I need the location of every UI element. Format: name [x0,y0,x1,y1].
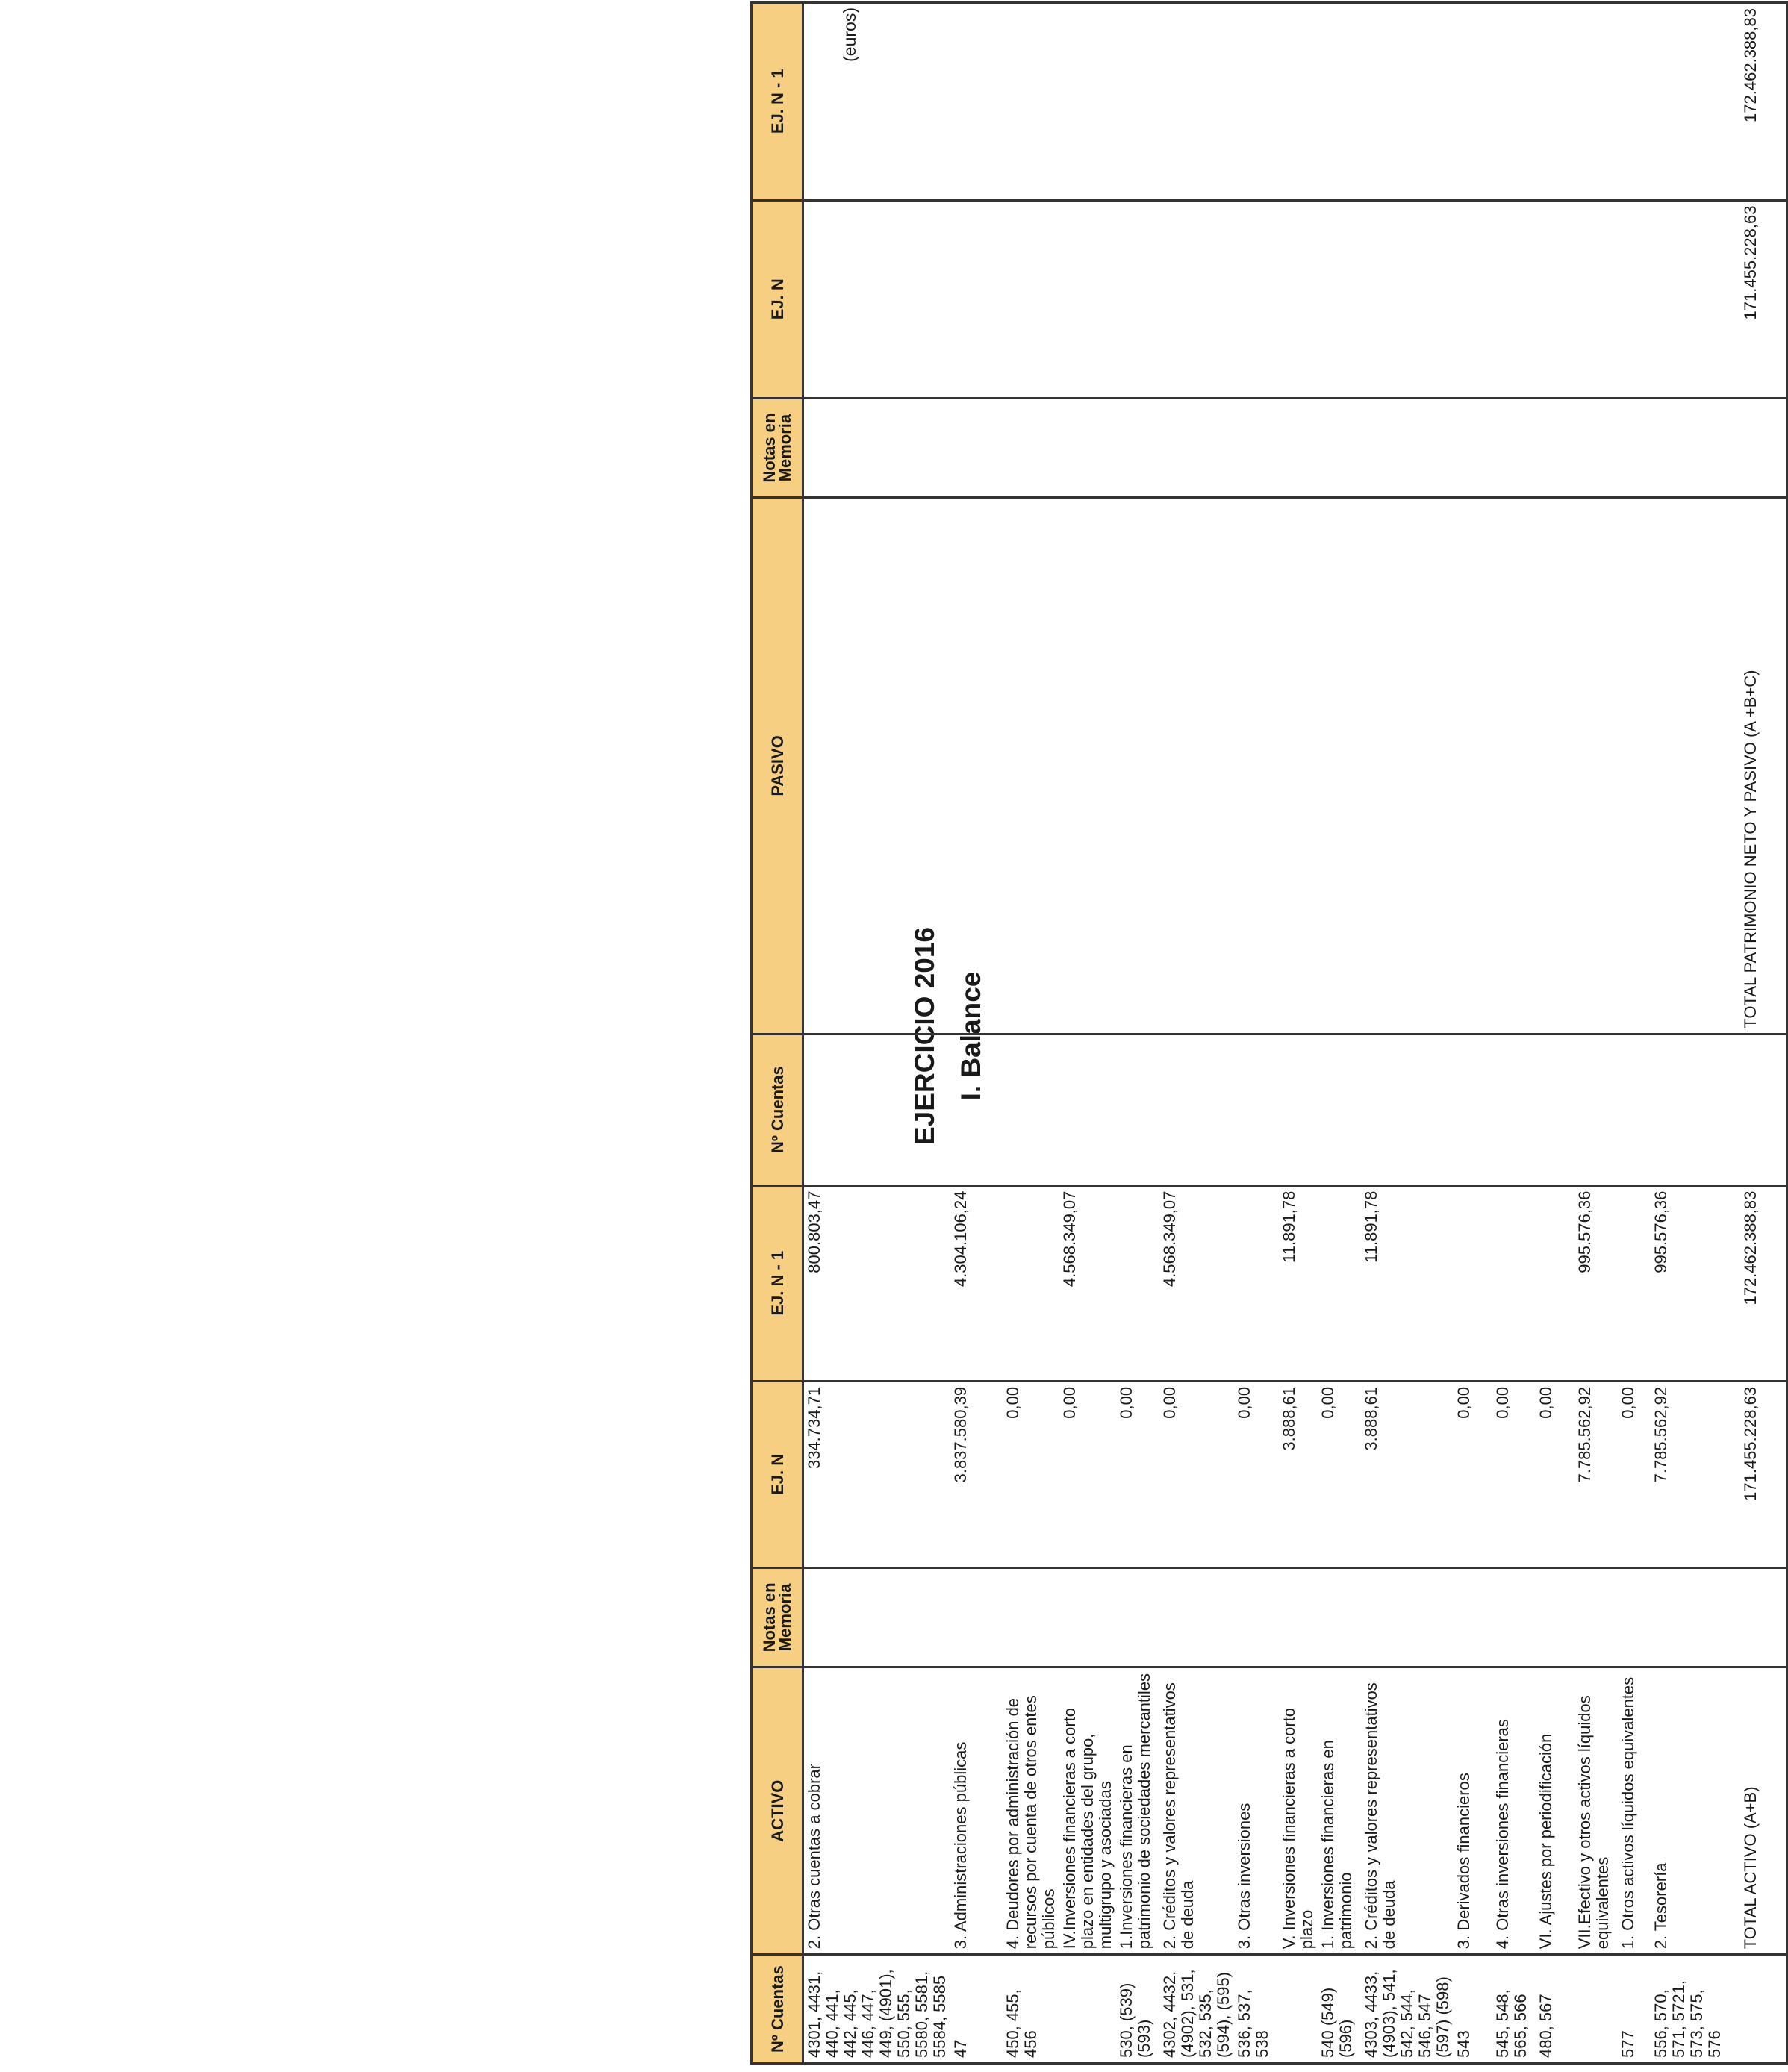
total-activo-ej-n: 171.455.228,63 [1740,1381,1787,1567]
cell-notas-pasivo [1574,398,1618,497]
cell-activo: 3. Otras inversiones [1234,1667,1279,1955]
cell-ej-n1 [1116,1185,1159,1381]
cell-cuentas: 4302, 4432, (4902), 531, 532, 535, (594), (595) [1159,1955,1234,2064]
cell-activo: 3. Administraciones públicas [950,1667,1003,1955]
cell-activo: 2. Tesorería [1651,1667,1740,1955]
cell-ej-n-pasivo [1159,200,1234,398]
cell-ej-n-pasivo [1361,200,1454,398]
cell-total-cuentas-pasivo [1740,1034,1787,1185]
cell-ej-n1-pasivo [1536,3,1574,201]
cell-notas-pasivo [1651,398,1740,497]
cell-notas-pasivo [1059,398,1116,497]
table-row [1651,3,1740,2064]
cell-notas [1318,1567,1361,1667]
table-row [1536,3,1574,2064]
cell-ej-n: 0,00 [1116,1381,1159,1567]
cell-activo: 4. Otras inversiones financieras [1492,1667,1536,1955]
cell-pasivo [1003,498,1059,1034]
page-title: I. Balance [956,971,986,1101]
cell-ej-n-pasivo [1003,200,1059,398]
cell-ej-n1: 11.891,78 [1279,1185,1318,1381]
cell-ej-n1-pasivo [1651,3,1740,201]
cell-notas-pasivo [1234,398,1279,497]
cell-ej-n-pasivo [1116,200,1159,398]
cell-ej-n: 0,00 [1234,1381,1279,1567]
cell-ej-n1-pasivo [1159,3,1234,201]
table-row [1361,3,1454,2064]
cell-cuentas-pasivo [1059,1034,1116,1185]
cell-notas-pasivo [1361,398,1454,497]
cell-ej-n-pasivo [1651,200,1740,398]
cell-activo: 3. Derivados financieros [1454,1667,1492,1955]
total-pasivo-ej-n1: 172.462.388,83 [1740,3,1787,201]
cell-ej-n1: 4.568.349,07 [1059,1185,1116,1381]
cell-ej-n1 [1618,1185,1651,1381]
cell-cuentas-pasivo [950,1034,1003,1185]
total-pasivo-label: TOTAL PATRIMONIO NETO Y PASIVO (A +B+C) [1740,498,1787,1034]
cell-ej-n1 [1318,1185,1361,1381]
cell-activo: V. Inversiones financieras a corto plazo [1279,1667,1318,1955]
cell-ej-n1-pasivo [1059,3,1116,201]
cell-notas [1116,1567,1159,1667]
cell-cuentas-pasivo [1492,1034,1536,1185]
table-row [1492,3,1536,2064]
cell-notas [1454,1567,1492,1667]
cell-ej-n-pasivo [1492,200,1536,398]
cell-notas [1003,1567,1059,1667]
cell-ej-n1 [1234,1185,1279,1381]
table-row [950,3,1003,2064]
cell-ej-n1-pasivo [1574,3,1618,201]
total-activo-label: TOTAL ACTIVO (A+B) [1740,1667,1787,1955]
cell-notas [1279,1567,1318,1667]
cell-pasivo [1279,498,1318,1034]
cell-ej-n1-pasivo [803,3,951,201]
cell-activo: 2. Otras cuentas a cobrar [803,1667,951,1955]
cell-ej-n-pasivo [1574,200,1618,398]
balance-table [750,1,1788,2065]
cell-ej-n1-pasivo [1234,3,1279,201]
cell-ej-n1: 11.891,78 [1361,1185,1454,1381]
cell-cuentas-pasivo [1618,1034,1651,1185]
cell-cuentas: 47 [950,1955,1003,2064]
cell-ej-n1: 4.568.349,07 [1159,1185,1234,1381]
cell-pasivo [1361,498,1454,1034]
cell-cuentas: 577 [1618,1955,1651,2064]
cell-ej-n: 0,00 [1003,1381,1059,1567]
cell-ej-n-pasivo [1454,200,1492,398]
cell-pasivo [950,498,1003,1034]
cell-ej-n-pasivo [1618,200,1651,398]
cell-notas [1234,1567,1279,1667]
cell-ej-n1-pasivo [1279,3,1318,201]
cell-cuentas: 480, 567 [1536,1955,1574,2064]
cell-activo: 4. Deudores por administración de recursos por cuenta de otros entes públicos [1003,1667,1059,1955]
cell-ej-n1 [1536,1185,1574,1381]
cell-total-notas [1740,1567,1787,1667]
cell-pasivo [1492,498,1536,1034]
cell-ej-n: 0,00 [1318,1381,1361,1567]
cell-ej-n: 3.837.580,39 [950,1381,1003,1567]
cell-pasivo [1454,498,1492,1034]
cell-notas-pasivo [1618,398,1651,497]
cell-ej-n1-pasivo [1116,3,1159,201]
cell-notas-pasivo [1318,398,1361,497]
units-label: (euros) [840,7,859,62]
cell-ej-n-pasivo [1318,200,1361,398]
cell-ej-n: 3.888,61 [1361,1381,1454,1567]
col-header-ej-n1-pasivo: EJ. N - 1 [752,3,803,201]
cell-cuentas: 556, 570, 571, 5721, 573, 575, 576 [1651,1955,1740,2064]
table-row [803,3,951,2064]
cell-pasivo [1574,498,1618,1034]
cell-ej-n-pasivo [950,200,1003,398]
cell-notas-pasivo [1003,398,1059,497]
cell-cuentas: 540 (549) (596) [1318,1955,1361,2064]
cell-pasivo [1318,498,1361,1034]
cell-cuentas [1059,1955,1116,2064]
cell-cuentas-pasivo [1159,1034,1234,1185]
cell-ej-n-pasivo [1234,200,1279,398]
col-header-notas: Notas en Memoria [752,1567,803,1667]
col-header-cuentas: Nº Cuentas [752,1955,803,2064]
table-row [1454,3,1492,2064]
cell-cuentas-pasivo [1574,1034,1618,1185]
table-row [1318,3,1361,2064]
cell-ej-n1-pasivo [1003,3,1059,201]
cell-cuentas-pasivo [1651,1034,1740,1185]
cell-notas [1618,1567,1651,1667]
cell-activo: VII.Efectivo y otros activos líquidos equivalentes [1574,1667,1618,1955]
cell-cuentas: 450, 455, 456 [1003,1955,1059,2064]
cell-ej-n: 0,00 [1492,1381,1536,1567]
cell-activo: 1.Inversiones financieras en patrimonio de sociedades mercantiles [1116,1667,1159,1955]
cell-notas [1059,1567,1116,1667]
cell-ej-n1-pasivo [1492,3,1536,201]
cell-activo: IV.Inversiones financieras a corto plazo en entidades del grupo, multigrupo y asociadas [1059,1667,1116,1955]
table-body [803,3,1787,2064]
cell-notas-pasivo [803,398,951,497]
cell-notas [1159,1567,1234,1667]
cell-notas [1361,1567,1454,1667]
table-row [1059,3,1116,2064]
cell-notas-pasivo [1492,398,1536,497]
cell-ej-n1: 995.576,36 [1574,1185,1618,1381]
cell-cuentas: 530, (539) (593) [1116,1955,1159,2064]
cell-activo: 2. Créditos y valores representativos de deuda [1159,1667,1234,1955]
cell-pasivo [1059,498,1116,1034]
cell-ej-n: 0,00 [1618,1381,1651,1567]
cell-ej-n1-pasivo [1318,3,1361,201]
cell-cuentas-pasivo [1003,1034,1059,1185]
cell-ej-n-pasivo [1059,200,1116,398]
cell-ej-n1-pasivo [950,3,1003,201]
cell-pasivo [1159,498,1234,1034]
cell-pasivo [803,498,951,1034]
cell-notas-pasivo [1536,398,1574,497]
cell-notas [1492,1567,1536,1667]
cell-ej-n-pasivo [1279,200,1318,398]
cell-ej-n1 [1454,1185,1492,1381]
cell-pasivo [1536,498,1574,1034]
cell-ej-n1: 4.304.106,24 [950,1185,1003,1381]
cell-ej-n: 0,00 [1059,1381,1116,1567]
cell-cuentas-pasivo [1234,1034,1279,1185]
cell-cuentas: 543 [1454,1955,1492,2064]
cell-cuentas: 536, 537, 538 [1234,1955,1279,2064]
cell-notas-pasivo [1116,398,1159,497]
cell-ej-n: 3.888,61 [1279,1381,1318,1567]
cell-cuentas-pasivo [1116,1034,1159,1185]
cell-ej-n-pasivo [803,200,951,398]
cell-notas [1536,1567,1574,1667]
cell-pasivo [1234,498,1279,1034]
cell-ej-n-pasivo [1536,200,1574,398]
cell-ej-n: 0,00 [1454,1381,1492,1567]
cell-ej-n: 0,00 [1536,1381,1574,1567]
table-row [1234,3,1279,2064]
col-header-pasivo: PASIVO [752,498,803,1034]
col-header-ej-n: EJ. N [752,1381,803,1567]
cell-cuentas-pasivo [1318,1034,1361,1185]
cell-ej-n1: 995.576,36 [1651,1185,1740,1381]
cell-notas-pasivo [1454,398,1492,497]
cell-activo: 1. Otros activos líquidos equivalentes [1618,1667,1651,1955]
cell-activo: 2. Créditos y valores representativos de deuda [1361,1667,1454,1955]
totals-row [1740,3,1787,2064]
cell-cuentas-pasivo [1536,1034,1574,1185]
cell-notas [803,1567,951,1667]
cell-cuentas [1279,1955,1318,2064]
cell-cuentas: 545, 548, 565, 566 [1492,1955,1536,2064]
cell-notas [1651,1567,1740,1667]
col-header-ej-n1: EJ. N - 1 [752,1185,803,1381]
col-header-cuentas-pasivo: Nº Cuentas [752,1034,803,1185]
cell-pasivo [1116,498,1159,1034]
table-row [1574,3,1618,2064]
table-row [1003,3,1059,2064]
cell-cuentas: 4303, 4433, (4903), 541, 542, 544, 546, 547 (597) (598) [1361,1955,1454,2064]
cell-ej-n: 7.785.562,92 [1574,1381,1618,1567]
cell-ej-n1-pasivo [1454,3,1492,201]
cell-total-notas-pasivo [1740,398,1787,497]
cell-activo: 1. Inversiones financieras en patrimonio [1318,1667,1361,1955]
cell-ej-n: 0,00 [1159,1381,1234,1567]
cell-notas [1574,1567,1618,1667]
cell-ej-n1 [1003,1185,1059,1381]
col-header-notas-pasivo: Notas en Memoria [752,398,803,497]
cell-cuentas-pasivo [1361,1034,1454,1185]
cell-ej-n1-pasivo [1361,3,1454,201]
table-row [1159,3,1234,2064]
total-pasivo-ej-n: 171.455.228,63 [1740,200,1787,398]
cell-cuentas [1574,1955,1618,2064]
cell-notas-pasivo [1279,398,1318,497]
cell-cuentas-pasivo [803,1034,951,1185]
cell-pasivo [1618,498,1651,1034]
cell-cuentas-pasivo [1279,1034,1318,1185]
cell-ej-n1: 800.803,47 [803,1185,951,1381]
cell-cuentas: 4301, 4431, 440, 441, 442, 445, 446, 447, 449, (4901), 550, 555, 5580, 5581, 5584, 5585 [803,1955,951,2064]
table-row [1618,3,1651,2064]
cell-total-cuentas [1740,1955,1787,2064]
total-activo-ej-n1: 172.462.388,83 [1740,1185,1787,1381]
cell-ej-n: 334.734,71 [803,1381,951,1567]
cell-ej-n: 7.785.562,92 [1651,1381,1740,1567]
cell-cuentas-pasivo [1454,1034,1492,1185]
page-subtitle: EJERCICIO 2016 [909,926,940,1146]
table-row [1279,3,1318,2064]
cell-notas [950,1567,1003,1667]
cell-ej-n1 [1492,1185,1536,1381]
cell-notas-pasivo [1159,398,1234,497]
cell-pasivo [1651,498,1740,1034]
cell-ej-n1-pasivo [1618,3,1651,201]
table-row [1116,3,1159,2064]
col-header-ej-n-pasivo: EJ. N [752,200,803,398]
cell-activo: VI. Ajustes por periodificación [1536,1667,1574,1955]
col-header-activo: ACTIVO [752,1667,803,1955]
cell-notas-pasivo [950,398,1003,497]
table-header-row [752,3,803,2064]
